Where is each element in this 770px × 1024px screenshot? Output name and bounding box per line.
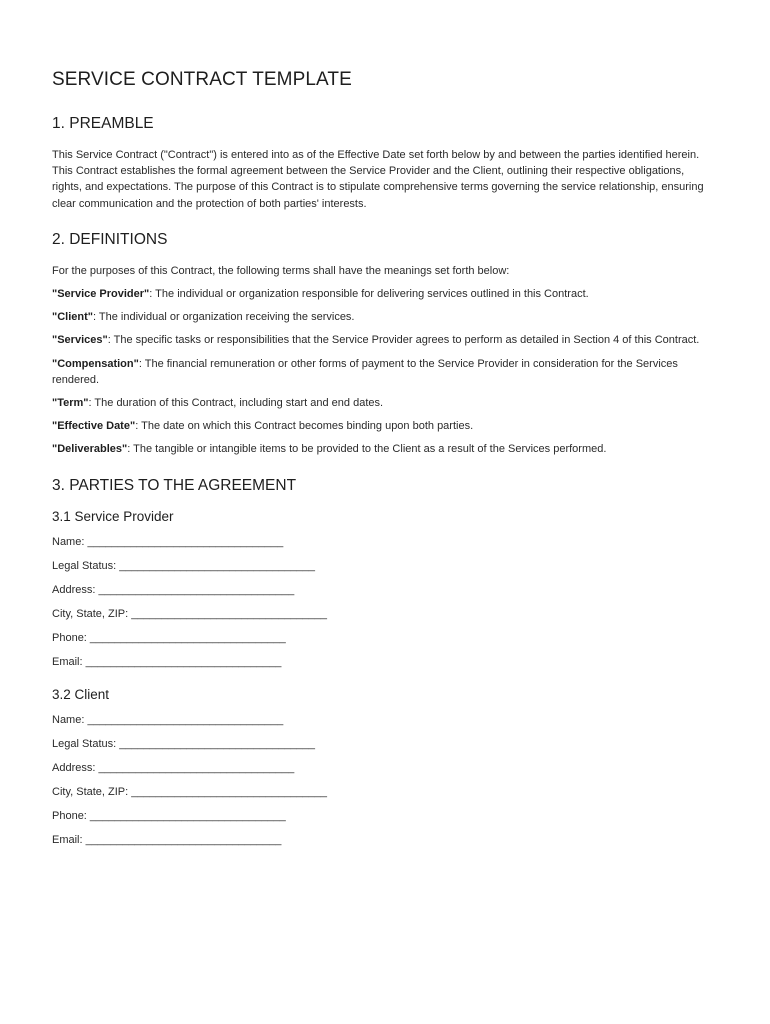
definition-term: "Service Provider" (52, 288, 150, 301)
client-email-field[interactable]: Email: ________________________________ (52, 833, 282, 846)
parties-heading: 3. PARTIES TO THE AGREEMENT (52, 476, 297, 494)
document-title: SERVICE CONTRACT TEMPLATE (52, 69, 352, 90)
client-phone-field[interactable]: Phone: ________________________________ (52, 809, 286, 822)
service-provider-heading: 3.1 Service Provider (52, 508, 174, 524)
definition-item (52, 356, 710, 388)
definition-item (52, 441, 710, 457)
provider-email-field[interactable]: Email: ________________________________ (52, 655, 282, 668)
definition-text: : The financial remuneration or other forms of payment to the Service Provider in consideration for the Services rendered. (52, 357, 678, 386)
preamble-heading: 1. PREAMBLE (52, 115, 154, 132)
provider-phone-field[interactable]: Phone: ________________________________ (52, 631, 286, 644)
definition-item (52, 418, 710, 434)
provider-city-state-zip-field[interactable]: City, State, ZIP: ________________________________ (52, 607, 328, 620)
definitions-heading: 2. DEFINITIONS (52, 230, 168, 248)
provider-name-field[interactable]: Name: ________________________________ (52, 535, 284, 548)
client-name-field[interactable]: Name: ________________________________ (52, 713, 284, 726)
definition-item (52, 332, 710, 348)
definition-item (52, 309, 710, 325)
client-address-field[interactable]: Address: ________________________________ (52, 761, 295, 774)
definition-term: "Client" (52, 311, 93, 324)
definition-term: "Term" (52, 397, 89, 410)
definition-text: : The individual or organization receiving the services. (93, 311, 355, 324)
client-heading: 3.2 Client (52, 686, 110, 702)
definitions-intro: For the purposes of this Contract, the following terms shall have the meanings set forth below: (52, 264, 510, 277)
definition-text: : The duration of this Contract, including start and end dates. (88, 397, 384, 410)
preamble-text: This Service Contract ("Contract") is entered into as of the Effective Date set forth below by and between the parties identified herein. This Contract establishes the formal agreement between the Service Provider and the Client, outlining their respective obligations, rights, and expectations. The purpose of this Contract is to stipulate comprehensive terms governing the service relationship, ensuring clear communication and the protection of both parties' interests. (52, 149, 704, 210)
client-legal-status-field[interactable]: Legal Status: ________________________________ (52, 737, 316, 750)
definition-term: "Effective Date" (52, 420, 136, 433)
definition-term: "Services" (52, 334, 108, 347)
provider-address-field[interactable]: Address: ________________________________ (52, 583, 295, 596)
definition-text: : The tangible or intangible items to be provided to the Client as a result of the Services performed. (127, 443, 607, 456)
definition-text: : The individual or organization responsible for delivering services outlined in this Contract. (149, 288, 589, 301)
definition-item (52, 286, 710, 302)
definition-text: : The date on which this Contract becomes binding upon both parties. (135, 420, 474, 433)
client-city-state-zip-field[interactable]: City, State, ZIP: ________________________________ (52, 785, 328, 798)
provider-legal-status-field[interactable]: Legal Status: ________________________________ (52, 559, 316, 572)
definition-item (52, 395, 710, 411)
definition-text: : The specific tasks or responsibilities that the Service Provider agrees to perform as detailed in Section 4 of this Contract. (107, 334, 700, 347)
definition-term: "Deliverables" (52, 443, 128, 456)
definition-term: "Compensation" (52, 357, 139, 370)
